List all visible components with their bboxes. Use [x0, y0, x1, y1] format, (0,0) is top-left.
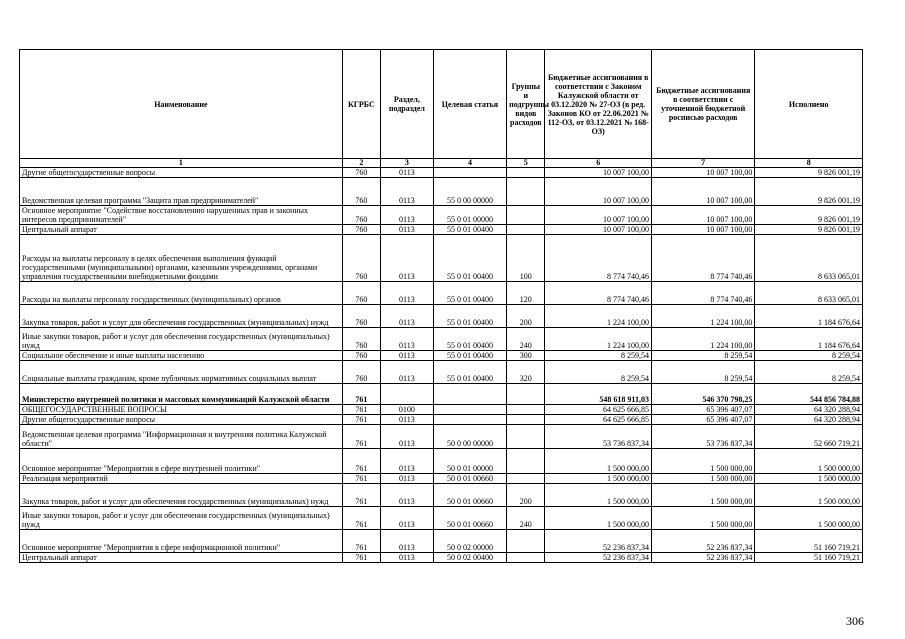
row-kgrbs: 760 [342, 178, 380, 206]
row-refined-amount: 1 500 000,00 [651, 474, 754, 484]
column-number: 7 [651, 159, 754, 168]
row-target [433, 405, 506, 415]
row-groups: 100 [507, 235, 545, 282]
row-name: Ведомственная целевая программа "Защита прав предпринимателей" [20, 178, 343, 206]
row-law-amount: 8 774 740,46 [545, 235, 652, 282]
row-law-amount: 1 500 000,00 [545, 484, 652, 507]
row-name: Основное мероприятие "Содействие восстановлению нарушенных прав и законных интересов предпринимателей" [20, 206, 343, 225]
row-section: 0113 [380, 225, 433, 235]
header-target: Целевая статья [433, 50, 506, 159]
table-row [20, 168, 863, 178]
row-refined-amount: 10 007 100,00 [651, 168, 754, 178]
row-kgrbs: 761 [342, 484, 380, 507]
row-groups [507, 553, 545, 563]
row-kgrbs: 760 [342, 328, 380, 351]
row-law-amount: 10 007 100,00 [545, 225, 652, 235]
row-section: 0113 [380, 415, 433, 425]
table-row [20, 415, 863, 425]
row-target: 50 0 01 00660 [433, 484, 506, 507]
row-section: 0113 [380, 235, 433, 282]
row-law-amount: 1 500 000,00 [545, 449, 652, 474]
row-target: 55 0 01 00400 [433, 305, 506, 328]
row-groups [507, 415, 545, 425]
row-law-amount: 8 259,54 [545, 361, 652, 384]
row-executed-amount: 64 320 288,94 [755, 405, 863, 415]
row-refined-amount: 10 007 100,00 [651, 178, 754, 206]
row-name: Иные закупки товаров, работ и услуг для обеспечения государственных (муниципальных) нужд [20, 328, 343, 351]
row-kgrbs: 760 [342, 206, 380, 225]
row-groups: 320 [507, 361, 545, 384]
row-kgrbs: 760 [342, 282, 380, 305]
row-target: 50 0 01 00000 [433, 449, 506, 474]
table-row [20, 178, 863, 206]
column-number: 1 [20, 159, 343, 168]
column-number-row [20, 159, 863, 168]
table-row [20, 425, 863, 449]
row-law-amount: 10 007 100,00 [545, 206, 652, 225]
row-groups [507, 449, 545, 474]
row-name: Центральный аппарат [20, 553, 343, 563]
table-row [20, 530, 863, 553]
row-groups [507, 178, 545, 206]
page-number: 306 [846, 614, 864, 628]
row-refined-amount: 8 774 740,46 [651, 235, 754, 282]
row-name: Закупка товаров, работ и услуг для обеспечения государственных (муниципальных) нужд [20, 305, 343, 328]
row-groups [507, 474, 545, 484]
row-target: 55 0 01 00400 [433, 328, 506, 351]
header-section: Раздел, подраздел [380, 50, 433, 159]
row-executed-amount: 8 259,54 [755, 361, 863, 384]
row-executed-amount: 544 856 784,88 [755, 384, 863, 405]
header-row [20, 50, 863, 159]
row-kgrbs: 760 [342, 305, 380, 328]
row-target [433, 415, 506, 425]
row-kgrbs: 761 [342, 507, 380, 530]
row-section: 0100 [380, 405, 433, 415]
row-executed-amount: 1 184 676,64 [755, 305, 863, 328]
row-kgrbs: 761 [342, 384, 380, 405]
row-section [380, 384, 433, 405]
row-refined-amount: 8 774 740,46 [651, 282, 754, 305]
row-kgrbs: 760 [342, 225, 380, 235]
row-name: Ведомственная целевая программа "Информационная и внутренняя политика Калужской области" [20, 425, 343, 449]
row-refined-amount: 52 236 837,34 [651, 530, 754, 553]
table-row [20, 361, 863, 384]
row-groups [507, 168, 545, 178]
row-law-amount: 1 500 000,00 [545, 507, 652, 530]
row-target: 55 0 01 00400 [433, 235, 506, 282]
table-row [20, 405, 863, 415]
row-name: Министерство внутренней политики и массовых коммуникаций Калужской области [20, 384, 343, 405]
column-number: 6 [545, 159, 652, 168]
row-section: 0113 [380, 507, 433, 530]
row-executed-amount: 1 184 676,64 [755, 328, 863, 351]
row-kgrbs: 761 [342, 449, 380, 474]
row-name: Социальное обеспечение и иные выплаты населению [20, 351, 343, 361]
row-name: ОБЩЕГОСУДАРСТВЕННЫЕ ВОПРОСЫ [20, 405, 343, 415]
row-executed-amount: 9 826 001,19 [755, 225, 863, 235]
row-executed-amount: 52 660 719,21 [755, 425, 863, 449]
row-section: 0113 [380, 328, 433, 351]
column-number: 4 [433, 159, 506, 168]
row-law-amount: 1 224 100,00 [545, 328, 652, 351]
column-number: 2 [342, 159, 380, 168]
row-law-amount: 1 500 000,00 [545, 474, 652, 484]
budget-table [19, 49, 863, 563]
row-name: Расходы на выплаты персоналу в целях обеспечения выполнения функций государственными (муниципальными) органами, казенными учреждениями, органами управления государственными внебюджетными фондами [20, 235, 343, 282]
row-law-amount: 64 625 666,85 [545, 405, 652, 415]
row-target: 55 0 01 00400 [433, 282, 506, 305]
row-target: 50 0 02 00400 [433, 553, 506, 563]
table-row [20, 484, 863, 507]
row-name: Центральный аппарат [20, 225, 343, 235]
row-target [433, 384, 506, 405]
row-section: 0113 [380, 474, 433, 484]
header-refined: Бюджетные ассигнования в соответствии с уточненной бюджетной росписью расходов [651, 50, 754, 159]
row-section: 0113 [380, 206, 433, 225]
row-name: Реализация мероприятий [20, 474, 343, 484]
row-law-amount: 10 007 100,00 [545, 178, 652, 206]
header-groups: Группы и подгруппы видов расходов [507, 50, 545, 159]
row-executed-amount: 51 160 719,21 [755, 530, 863, 553]
table-body [20, 168, 863, 563]
row-section: 0113 [380, 282, 433, 305]
table-row [20, 328, 863, 351]
row-executed-amount: 8 259,54 [755, 351, 863, 361]
row-refined-amount: 546 370 798,25 [651, 384, 754, 405]
row-law-amount: 8 259,54 [545, 351, 652, 361]
table-row [20, 206, 863, 225]
row-executed-amount: 1 500 000,00 [755, 507, 863, 530]
row-kgrbs: 761 [342, 553, 380, 563]
column-number: 3 [380, 159, 433, 168]
row-refined-amount: 65 396 407,07 [651, 415, 754, 425]
row-executed-amount: 8 633 065,01 [755, 235, 863, 282]
table-row [20, 449, 863, 474]
row-law-amount: 53 736 837,34 [545, 425, 652, 449]
row-groups: 120 [507, 282, 545, 305]
row-target: 55 0 01 00000 [433, 206, 506, 225]
row-section: 0113 [380, 425, 433, 449]
row-name: Социальные выплаты гражданам, кроме публичных нормативных социальных выплат [20, 361, 343, 384]
row-refined-amount: 10 007 100,00 [651, 225, 754, 235]
row-groups: 300 [507, 351, 545, 361]
row-kgrbs: 761 [342, 405, 380, 415]
row-executed-amount: 64 320 288,94 [755, 415, 863, 425]
row-target: 55 0 00 00000 [433, 178, 506, 206]
row-groups [507, 405, 545, 415]
row-refined-amount: 52 236 837,34 [651, 553, 754, 563]
row-executed-amount: 1 500 000,00 [755, 474, 863, 484]
row-law-amount: 8 774 740,46 [545, 282, 652, 305]
row-law-amount: 10 007 100,00 [545, 168, 652, 178]
row-kgrbs: 760 [342, 235, 380, 282]
header-name: Наименование [20, 50, 343, 159]
row-kgrbs: 761 [342, 425, 380, 449]
row-target: 50 0 02 00000 [433, 530, 506, 553]
row-groups: 240 [507, 507, 545, 530]
table-row [20, 351, 863, 361]
row-target: 55 0 01 00400 [433, 361, 506, 384]
row-groups [507, 530, 545, 553]
row-refined-amount: 1 500 000,00 [651, 484, 754, 507]
row-target: 50 0 01 00660 [433, 507, 506, 530]
row-groups [507, 206, 545, 225]
row-name: Другие общегосударственные вопросы [20, 415, 343, 425]
row-name: Другие общегосударственные вопросы [20, 168, 343, 178]
row-refined-amount: 1 224 100,00 [651, 328, 754, 351]
row-executed-amount: 1 500 000,00 [755, 449, 863, 474]
row-law-amount: 64 625 666,85 [545, 415, 652, 425]
row-groups [507, 384, 545, 405]
row-section: 0113 [380, 553, 433, 563]
row-groups [507, 225, 545, 235]
row-kgrbs: 761 [342, 530, 380, 553]
row-target: 50 0 00 00000 [433, 425, 506, 449]
row-target: 50 0 01 00660 [433, 474, 506, 484]
row-target [433, 168, 506, 178]
row-kgrbs: 760 [342, 351, 380, 361]
row-section: 0113 [380, 351, 433, 361]
table-row [20, 553, 863, 563]
row-law-amount: 548 618 911,03 [545, 384, 652, 405]
table-row [20, 305, 863, 328]
table-row [20, 384, 863, 405]
row-target: 55 0 01 00400 [433, 351, 506, 361]
row-target: 55 0 01 00400 [433, 225, 506, 235]
table-row [20, 235, 863, 282]
table-row [20, 282, 863, 305]
row-kgrbs: 760 [342, 168, 380, 178]
row-name: Основное мероприятие "Мероприятия в сфере внутренней политики" [20, 449, 343, 474]
row-groups: 200 [507, 484, 545, 507]
row-refined-amount: 1 224 100,00 [651, 305, 754, 328]
row-name: Иные закупки товаров, работ и услуг для обеспечения государственных (муниципальных) нужд [20, 507, 343, 530]
row-section: 0113 [380, 484, 433, 507]
table-row [20, 474, 863, 484]
row-refined-amount: 1 500 000,00 [651, 449, 754, 474]
row-kgrbs: 761 [342, 474, 380, 484]
header-law: Бюджетные ассигнования в соответствии с Законом Калужской области от 03.12.2020 № 27-ОЗ (в ред. Законов КО от 22.06.2021 № 112-ОЗ, от 03.12.2021 № 168-ОЗ) [545, 50, 652, 159]
row-name: Расходы на выплаты персоналу государственных (муниципальных) органов [20, 282, 343, 305]
row-name: Закупка товаров, работ и услуг для обеспечения государственных (муниципальных) нужд [20, 484, 343, 507]
row-executed-amount: 9 826 001,19 [755, 178, 863, 206]
row-groups: 240 [507, 328, 545, 351]
row-refined-amount: 10 007 100,00 [651, 206, 754, 225]
row-executed-amount: 51 160 719,21 [755, 553, 863, 563]
row-groups [507, 425, 545, 449]
table-row [20, 225, 863, 235]
row-law-amount: 1 224 100,00 [545, 305, 652, 328]
row-executed-amount: 9 826 001,19 [755, 206, 863, 225]
row-executed-amount: 8 633 065,01 [755, 282, 863, 305]
row-section: 0113 [380, 168, 433, 178]
row-section: 0113 [380, 530, 433, 553]
table-row [20, 507, 863, 530]
header-kgrbs: КГРБС [342, 50, 380, 159]
row-name: Основное мероприятие "Мероприятия в сфере информационной политики" [20, 530, 343, 553]
row-kgrbs: 760 [342, 361, 380, 384]
row-refined-amount: 53 736 837,34 [651, 425, 754, 449]
header-executed: Исполнено [755, 50, 863, 159]
row-refined-amount: 1 500 000,00 [651, 507, 754, 530]
row-executed-amount: 1 500 000,00 [755, 484, 863, 507]
row-groups: 200 [507, 305, 545, 328]
row-refined-amount: 8 259,54 [651, 351, 754, 361]
row-section: 0113 [380, 449, 433, 474]
row-section: 0113 [380, 305, 433, 328]
row-refined-amount: 8 259,54 [651, 361, 754, 384]
row-section: 0113 [380, 361, 433, 384]
row-kgrbs: 761 [342, 415, 380, 425]
column-number: 8 [755, 159, 863, 168]
column-number: 5 [507, 159, 545, 168]
row-executed-amount: 9 826 001,19 [755, 168, 863, 178]
row-section: 0113 [380, 178, 433, 206]
row-refined-amount: 65 396 407,07 [651, 405, 754, 415]
row-law-amount: 52 236 837,34 [545, 530, 652, 553]
row-law-amount: 52 236 837,34 [545, 553, 652, 563]
